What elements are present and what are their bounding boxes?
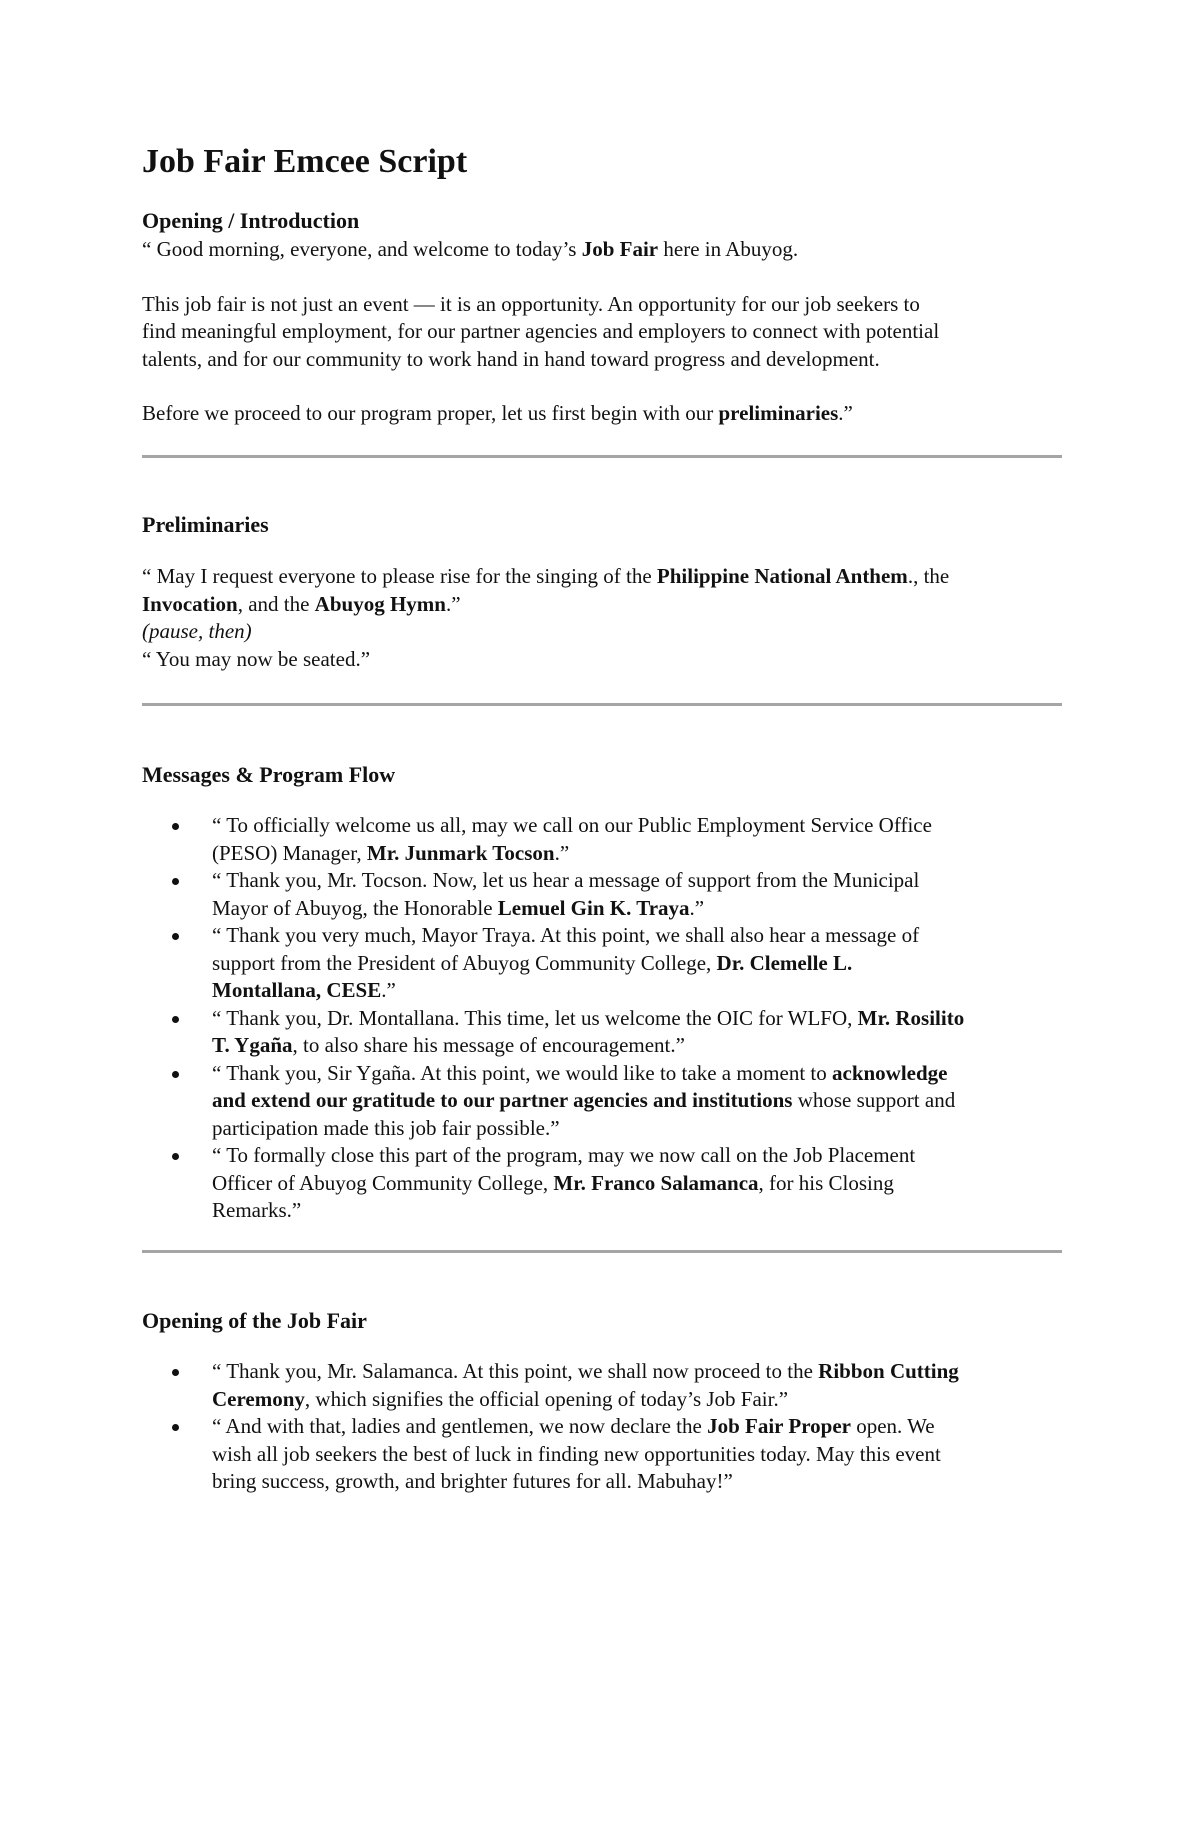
list-item-text: , which signifies the official opening of today’s Job Fair.” xyxy=(304,1386,789,1411)
list-item-text: Job Fair Proper xyxy=(707,1414,851,1438)
list-item xyxy=(142,1060,1062,1143)
list-item-text: whose support and xyxy=(792,1088,956,1112)
list-item-text: “ Thank you, Mr. Tocson. Now, let us hear a message of support from the Municipal xyxy=(212,868,920,892)
list-item-text: participation made this job fair possible.” xyxy=(212,1115,560,1140)
list-item xyxy=(142,1005,1062,1060)
messages-list xyxy=(142,812,1062,1225)
list-item-text: Montallana, CESE xyxy=(212,978,382,1002)
bullet-dot-icon xyxy=(172,1369,179,1376)
section-messages xyxy=(142,760,1062,1225)
list-item-text: Ribbon Cutting xyxy=(818,1359,959,1383)
opening-paragraph-line: talents, and for our community to work hand in hand toward progress and development. xyxy=(142,346,880,371)
list-item-text: (PESO) Manager, xyxy=(212,840,367,865)
list-item-text: Officer of Abuyog Community College, xyxy=(212,1170,554,1195)
bullet-dot-icon xyxy=(172,1424,179,1431)
opening-greeting: “ Good morning, everyone, and welcome to today’s Job Fair here in Abuyog. xyxy=(142,237,799,261)
section-divider xyxy=(142,1250,1062,1253)
list-item xyxy=(142,1142,1062,1225)
list-item-text: “ And with that, ladies and gentlemen, we now declare the xyxy=(212,1414,708,1438)
section-heading-opening-job-fair: Opening of the Job Fair xyxy=(142,1308,367,1333)
list-item xyxy=(142,922,1062,1005)
list-item-text: Mr. Rosilito xyxy=(857,1005,965,1030)
opening-transition: Before we proceed to our program proper, let us first begin with our preliminaries.” xyxy=(142,401,853,425)
list-item-text: Mayor of Abuyog, the Honorable xyxy=(212,895,498,920)
list-item-text: .” xyxy=(381,978,396,1002)
section-opening-job-fair xyxy=(142,1306,1062,1496)
document-title: Job Fair Emcee Script xyxy=(142,143,468,180)
list-item xyxy=(142,1413,1062,1496)
bullet-dot-icon xyxy=(172,878,179,885)
list-item-text: T. Ygaña xyxy=(212,1033,293,1057)
list-item-text: .” xyxy=(554,840,570,865)
list-item-text: acknowledge xyxy=(832,1060,948,1085)
list-item-text: “ Thank you, Mr. Salamanca. At this point, we shall now proceed to the xyxy=(212,1359,819,1383)
list-item-text: Ceremony xyxy=(212,1386,305,1411)
bullet-dot-icon xyxy=(172,1071,179,1078)
list-item-text: .” xyxy=(689,895,705,920)
bullet-dot-icon xyxy=(172,1153,179,1160)
list-item xyxy=(142,812,1062,867)
list-item-text: Mr. Franco Salamanca xyxy=(553,1170,759,1195)
list-item-text: wish all job seekers the best of luck in finding new opportunities today. May this event xyxy=(212,1441,941,1466)
preliminaries-seated: “ You may now be seated.” xyxy=(142,646,371,671)
section-heading-messages: Messages & Program Flow xyxy=(142,762,396,787)
list-item-text: Remarks.” xyxy=(212,1198,302,1222)
list-item-text: Mr. Junmark Tocson xyxy=(366,840,555,865)
list-item-text: Lemuel Gin K. Traya xyxy=(497,895,690,920)
list-item xyxy=(142,1358,1062,1413)
preliminaries-request: “ May I request everyone to please rise for the singing of the Philippine National Anthem., the Invocation, and the Abuyog Hymn.” (pause, then) “ You may now be seated.” xyxy=(142,564,950,671)
section-divider xyxy=(142,703,1062,706)
list-item-text: “ To formally close this part of the program, may we now call on the Job Placement xyxy=(212,1143,916,1167)
list-item-text: , to also share his message of encouragement.” xyxy=(292,1033,685,1057)
section-heading-opening: Opening / Introduction xyxy=(142,208,360,233)
section-opening xyxy=(142,206,1062,428)
list-item-text: “ Thank you very much, Mayor Traya. At this point, we shall also hear a message of xyxy=(212,923,920,947)
opening-paragraph-line: This job fair is not just an event — it is an opportunity. An opportunity for our job seekers to xyxy=(142,291,920,316)
list-item-text: open. We xyxy=(850,1414,935,1438)
list-item-text: “ Thank you, Dr. Montallana. This time, let us welcome the OIC for WLFO, xyxy=(212,1005,858,1030)
opening-paragraph xyxy=(142,291,1062,374)
list-item-text: Dr. Clemelle L. xyxy=(716,950,853,975)
list-item-text: , for his Closing xyxy=(758,1170,894,1195)
list-item-text: “ To officially welcome us all, may we call on our Public Employment Service Office xyxy=(212,813,932,837)
bullet-dot-icon xyxy=(172,933,179,940)
section-divider xyxy=(142,455,1062,458)
bullet-dot-icon xyxy=(172,1016,179,1023)
bullet-dot-icon xyxy=(172,823,179,830)
opening-job-fair-list xyxy=(142,1358,1062,1496)
stage-note: (pause, then) xyxy=(142,619,252,643)
list-item-text: and extend our gratitude to our partner agencies and institutions xyxy=(212,1088,793,1112)
list-item xyxy=(142,867,1062,922)
list-item-text: “ Thank you, Sir Ygaña. At this point, we would like to take a moment to xyxy=(212,1060,832,1085)
list-item-text: bring success, growth, and brighter futures for all. Mabuhay!” xyxy=(212,1469,733,1493)
list-item-text: support from the President of Abuyog Community College, xyxy=(212,950,717,975)
section-preliminaries xyxy=(142,510,1062,673)
opening-paragraph-line: find meaningful employment, for our partner agencies and employers to connect with potential xyxy=(142,319,940,343)
section-heading-preliminaries: Preliminaries xyxy=(142,512,269,537)
